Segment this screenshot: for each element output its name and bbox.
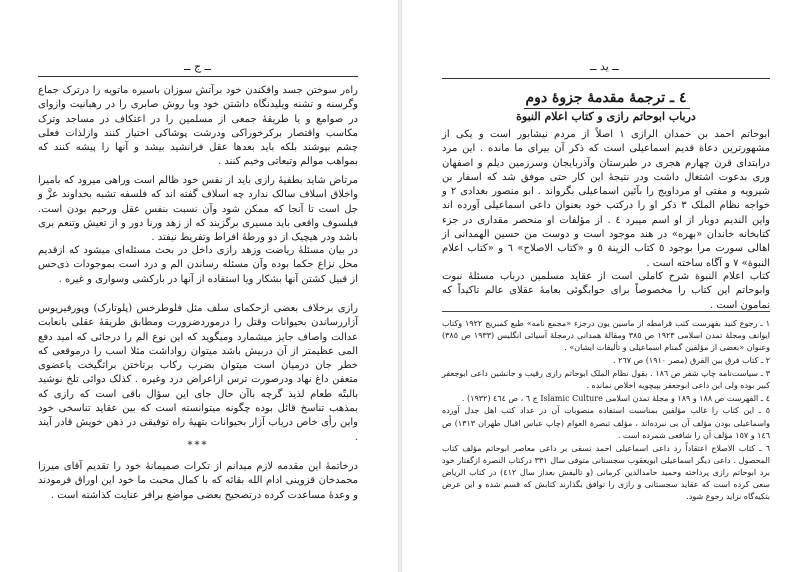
right-page-number: ــ يد ــ	[590, 60, 619, 73]
right-page	[404, 0, 807, 572]
left-header-rule	[38, 76, 358, 77]
footnotes	[442, 318, 770, 504]
left-paragraph-2: مرتاض شاید بطفیهٔ رازی باید از نفس خود ظالم است وراهی میرود که بامیرا واخلاق اسلاف سالک ندارد چه اسلاف گفته اند که فلسفه تشبه بخداوند عزَّ و جل است تا آنجا که ممکن شود وآن نسبت بنفس عقل ورحیم بودن است. فیلسوف واقعی باید مسیری برگزیند که از زهد ورنا دور و از تعیش وتنعم بری باشد ودر هیچیک از دو ورطهٔ افراط وتفریط نیفتد .	[38, 175, 358, 244]
footnote-6: ٦ ـ کتاب الاصلاح اعتقاداً رد داعی اسماعیلی احمد نسفی بر داعی معاصر ابوحاتم مؤلف کتاب المحصول . داعی دیگر اسماعیلی ابویعقوب سجستانی متوفی سال ٣٣١ درکتاب النصرة ازگفتار خود برد ابوحاتم رازی پرداخته وحمید حامدالدین کرمانی (و تالیفش بعداز سال ٤١٢) در کتاب الریاض سعی کرده است که عقاید سجستانی و رازی را توافق بگذارند کتابش که قسم شده و این عرض بتکیه‌گاه نزاید رجوع شود.	[442, 443, 770, 502]
footnote-rule	[442, 311, 770, 312]
heading-underline	[524, 108, 690, 109]
right-header-rule	[442, 78, 770, 79]
left-paragraph-3: در بیان مسئلهٔ ریاضت وزهد رازی داخل در بحث مسئله‌ای میشود که ازقدیم محل نزاع حکما بوده وآن مسئله رساندن الم و درد است بموجودات ذی‌حس از قبیل کشتن آنها بشکار ویا استفاده از آنها در بارکشی وسواری و غیره .	[38, 245, 358, 285]
left-paragraph-1: راه‌ر سوختن جسد وافکندن خود برآتش سوزان باسیره ماتویه را درترک جماع وگرسنه و تشنه ویلیدنگاه داشتن خود وبا روش صابری را در رهبانیت وازوای در صوامع و یا طریقهٔ جمعی از مسلمین را در اعتکاف در مساجد وترک مکاسب واقتصار برکرخوراکی ودرشت پوشاکی اختیار کنند وازلذات فعلی چشم بپوشند بلکه باید بعدها عقل فرانشید بیشد و آنها را پیشه کنند که بمواهب موالم وتبعاتی وخیم کنند .	[38, 85, 358, 168]
right-paragraph-2: کتاب اعلام النبوة شرح کاملی است از عقاید مسلمین درباب مسئلهٔ نبوت وابوحاتم این کتاب را مخصوصاً برای جوابگوئی بعامهٔ عقلای عالم تاکیداً که نمامون است .	[442, 271, 770, 311]
section-subheading: درباب ابوحاتم رازی و کتاب اعلام النبوة	[516, 110, 696, 123]
book-gutter	[398, 0, 402, 572]
footnote-2: ٢ ـ کتاب فرق بین الفرق (مصر ١٩١٠) ص ٢٦٧ .	[613, 356, 770, 366]
footnote-4: ٤ ـ الفهرست ص ١٨٨ و ١٨٩ و مجلهٔ تمدن اسلامی Islamic Culture ج ٦ ، ص ٤٦٤ (١٩٣٢) .	[461, 393, 770, 403]
section-heading: ٤ ـ ترجمهٔ مقدمهٔ جزوهٔ دوم	[525, 90, 687, 106]
left-paragraph-4: رازی برخلاف بعضی ازحکمای سلف مثل فلوطرخس (پلوتارک) وپورفیریوس آزاررساندن بحیوانات وقتل را درموردضرورت ومطابق طریقهٔ عقلی بانعابت عدالت واصاف جایز میشمارد ومیگوید که این نوع الم را درجائی که امید دفع المی عظیمتر از آن دربیش باشد میتوان رواداشت مثلا اسب را درموقعی که خطر جان درمیان است میتوان بضرب رکاب برتاختن براثگیخت یاعضوی متعفن داغ نهاد ودرصورت ترس ازاعراض درد وغیره . کذلک دوائی تلخ نوشید بالبتّه طعام لذیذ گرچه باآن حال جای این سؤال باقی است که رازی که بمذهب تناسخ قائل بوده چگونه میتوانسته است که بین عقاید تناسخی خود واین رأی خاص دریاب آزار بحیوانات بتهیهٔ راه توفیقی در ذهن خویش قادر آیند .	[38, 303, 358, 443]
section-separator: ***	[187, 440, 209, 451]
left-page-number: ــ ج ــ	[184, 60, 211, 73]
footnote-3: ٣ ـ سیاست‌نامه چاپ شفر ص ١٨٦ . بقول نظام الملک ابوحاتم رازی رقیب و جانشین داعی ابوجعفر کبیر بوده ولی این داعی ابوجعفر بپیچویه اخلاص نمانده .	[442, 368, 771, 391]
footnote-5: ٥ ـ این کتاب را غالب مؤلفین بمناسبت استفاده منصوبات آن در عداد کتب اهل جدل آورده واسماعیلی بودن مؤلف آن بی نبرده‌اند ، مؤلف تبصرة العوام (چاپ عباس اقبال طهران ١٣١٣) ص ١٤٦ و ١٥٧ مؤلف آن را شافعی شمرده است .	[442, 406, 770, 440]
footnote-1: ١ ـ رجوع کنید بفهرست کتب قرامطه از ماسین یون درجزء «مجمع نامه» طبع کمبریج ١٩٢٢ وکتاب ایوانف ومجلهٔ تمدن اسلامی ١٩٢٣ ص ٣٨٥ ومقالهٔ همدانی درمجلهٔ آسیائی انگلیس (١٩٣٣ ص ٣٨٥) وعنوان «بعضی از مؤلفین گمنام اسماعیلی و تألیفات ایشان» .	[442, 319, 770, 353]
left-paragraph-5: درخاتمهٔ این مقدمه لازم میدانم از تکرات صمیمانهٔ خود را تقدیم آقای میرزا محمدخان قزوینی ادام الله بقائه که با کمال محبت ما خود این اوراق فرمودند و وعدهٔ مساعدت کرده درتصحیح بعضی مواضع برافر عنایت کذاشته است .	[38, 461, 358, 501]
left-page	[0, 0, 396, 572]
right-paragraph-1: ابوحاتم احمد بن حمدان الرازی ١ اصلاً از مردم نیشابور است و یکی از مشهورترین دعاة قدیم اسماعیلی است که ذکر آن بیرای ما مانده . این مرد درابتدای قرن چهارم هجری در طبرستان وآذربایجان وسرزمین دیلم و اصفهان وری بدعوت اشتغال داشت ودر نتیجهٔ این کار حتی موفق شد که اسفار بن شیرویه و مفتی او مرداویج را بآئین اسماعیلی بگرواند . ابو منصور بغدادی ٢ و خواجه نظام الملک ٣ ذکر او را درکتب خود بعنوان داعی اسماعیلی آورده اند واین الندیم دوبار از او اسم میبرد ٤ . از مؤلفات او منحصر مقداری در جزء کتابخانه خاندان «بهره» در هند موجود است و دوست من حسین الهمدانی از اهالی سورت مرا بوجود ٥ کتاب الزینة ٥ و «کتاب الاصلاح» ٦ و «کتاب اعلام النبوة» ٧ و آگاه ساخته است .	[442, 129, 771, 269]
